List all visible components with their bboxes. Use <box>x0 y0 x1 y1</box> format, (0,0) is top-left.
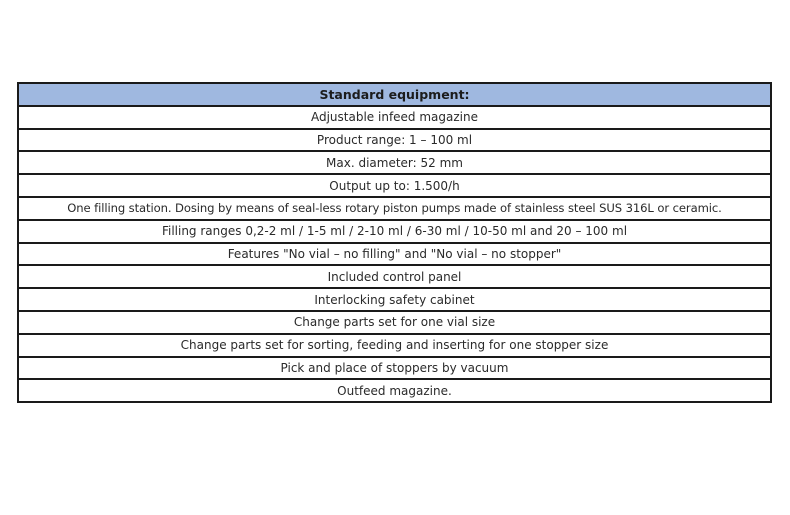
table-row <box>18 334 771 357</box>
table-cell: Outfeed magazine. <box>18 379 771 402</box>
table-row <box>18 174 771 197</box>
table-row <box>18 151 771 174</box>
standard-equipment-table <box>17 82 772 403</box>
table-cell: Filling ranges 0,2-2 ml / 1-5 ml / 2-10 ml / 6-30 ml / 10-50 ml and 20 – 100 ml <box>18 220 771 243</box>
table-row <box>18 129 771 152</box>
table-header: Standard equipment: <box>18 83 771 106</box>
table-row <box>18 243 771 266</box>
table-row <box>18 379 771 402</box>
table-cell: Product range: 1 – 100 ml <box>18 129 771 152</box>
table-cell: Max. diameter: 52 mm <box>18 151 771 174</box>
table-row <box>18 197 771 220</box>
table-cell: Included control panel <box>18 265 771 288</box>
table-cell: Change parts set for one vial size <box>18 311 771 334</box>
table-cell: Pick and place of stoppers by vacuum <box>18 357 771 380</box>
table-row <box>18 106 771 129</box>
table-row <box>18 265 771 288</box>
table-cell: Output up to: 1.500/h <box>18 174 771 197</box>
table-cell: One filling station. Dosing by means of seal-less rotary piston pumps made of stainless steel SUS 316L or ceramic. <box>18 197 771 220</box>
table-cell: Change parts set for sorting, feeding and inserting for one stopper size <box>18 334 771 357</box>
table-header-row <box>18 83 771 106</box>
table-cell: Features "No vial – no filling" and "No vial – no stopper" <box>18 243 771 266</box>
table-row <box>18 288 771 311</box>
table-row <box>18 357 771 380</box>
table-cell: Adjustable infeed magazine <box>18 106 771 129</box>
table-row <box>18 220 771 243</box>
table-row <box>18 311 771 334</box>
table-cell: Interlocking safety cabinet <box>18 288 771 311</box>
